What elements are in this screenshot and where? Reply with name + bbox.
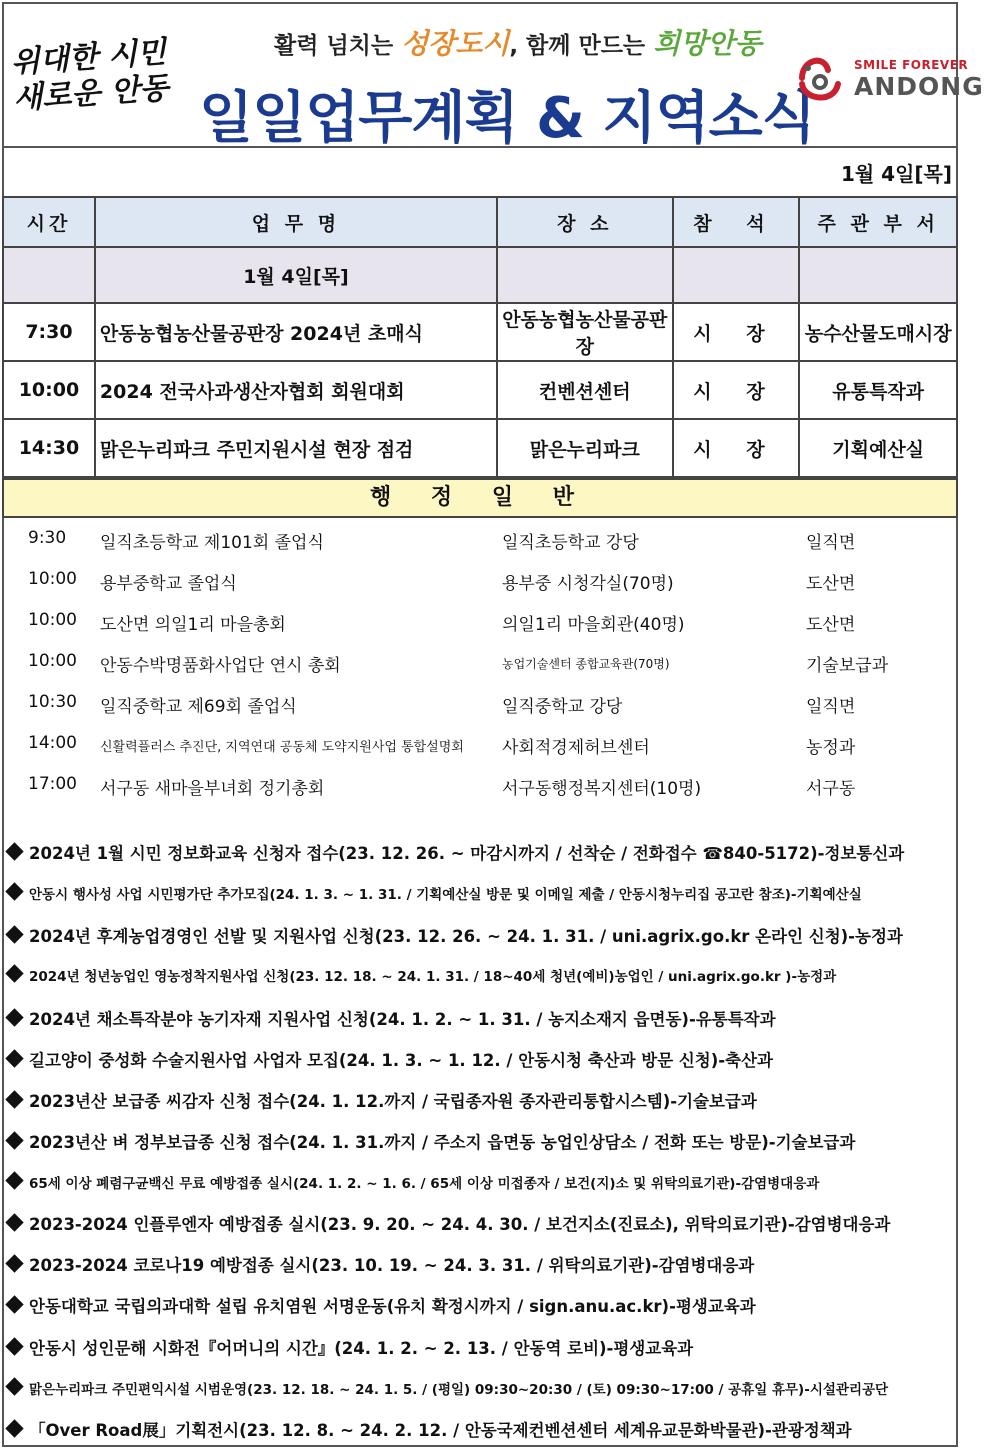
item-dept: 도산면 [806,574,856,594]
city-slogan [10,35,175,118]
slogan-line-1: 위대한 시민 [9,34,168,81]
diamond-bullet-icon [5,1008,23,1026]
header-place: 장 소 [497,197,673,247]
admin-list [2,518,958,806]
header-task: 업 무 명 [95,197,497,247]
notice-text: 안동시 행사성 사업 시민평가단 추가모집(24. 1. 3. ~ 1. 31. / 기획예산실 방문 및 이메일 제출 / 안동시청누리집 공고란 참조)-기획예산실 [29,887,862,903]
row-task: 2024 전국사과생산자협회 회원대회 [95,361,497,419]
diamond-bullet-icon [5,1377,23,1395]
row-time: 7:30 [3,303,95,361]
item-place: 일직초등학교 강당 [502,533,639,553]
row-time: 14:30 [3,419,95,477]
notice-text: 2024년 후계농업경영인 선발 및 지원사업 신청(23. 12. 26. ~ 24. 1. 31. / uni.agrix.go.kr 온라인 신청)-농정과 [29,927,903,946]
page-header [2,2,984,151]
list-item [4,764,956,805]
item-task: 용부중학교 졸업식 [100,574,237,594]
item-place: 용부중 시청각실(70명) [502,574,674,594]
row-attendee: 시 장 [673,303,800,361]
logo-name: ANDONG [854,72,984,101]
current-date: 1월 4일[목] [840,162,952,186]
notice-item [8,1252,754,1276]
header-dept: 주 관 부 서 [799,197,957,247]
item-task: 일직초등학교 제101회 졸업식 [100,533,324,553]
tagline-mid: , 함께 만드는 [509,33,654,59]
list-item [4,682,956,723]
day-label: 1월 4일[목] [95,247,497,303]
item-place: 서구동행정복지센터(10명) [502,779,702,799]
row-dept: 유통특작과 [799,361,957,419]
day-empty-cell [497,247,673,303]
item-task: 일직중학교 제69회 졸업식 [100,697,297,717]
item-time: 14:00 [28,733,77,753]
day-empty-cell [673,247,800,303]
notice-text: 길고양이 중성화 수술지원사업 사업자 모집(24. 1. 3. ~ 1. 12. / 안동시청 축산과 방문 신청)-축산과 [29,1051,773,1070]
notice-text: 「Over Road展」기획전시(23. 12. 8. ~ 24. 2. 12. / 안동국제컨벤션센터 세계유교문화박물관)-관광정책과 [29,1421,852,1440]
notice-item [8,840,904,864]
diamond-bullet-icon [5,1131,23,1149]
row-dept: 기획예산실 [799,419,957,477]
diamond-bullet-icon [5,1254,23,1272]
item-time: 10:00 [28,569,77,589]
list-item [4,518,956,559]
notice-item [8,1006,776,1030]
diamond-bullet-icon [5,1049,23,1067]
andong-logo [794,48,984,108]
item-time: 10:00 [28,610,77,630]
row-time: 10:00 [3,361,95,419]
row-attendee: 시 장 [673,361,800,419]
table-header-row [3,197,957,247]
item-task: 신활력플러스 추진단, 지역연대 공동체 도약지원사업 통합설명회 [100,740,464,755]
item-dept: 일직면 [806,533,856,553]
header-attendee: 참 석 [673,197,800,247]
item-task: 서구동 새마을부녀회 정기총회 [100,779,325,799]
page-title: 일일업무계획 & 지역소식 [199,86,815,151]
item-dept: 기술보급과 [806,656,889,676]
list-item [4,723,956,764]
day-empty-cell [799,247,957,303]
row-task: 안동농협농산물공판장 2024년 초매식 [95,303,497,361]
notice-item [8,883,862,903]
notice-text: 맑은누리파크 주민편익시설 시범운영(23. 12. 18. ~ 24. 1. 5. / (평일) 09:30~20:30 / (토) 09:30~17:00 / 공휴일 휴무)-시설관리공단 [29,1382,889,1398]
row-task: 맑은누리파크 주민지원시설 현장 점검 [95,419,497,477]
notice-item [8,965,836,985]
item-dept: 도산면 [806,615,856,635]
logo-tagline: SMILE FOREVER [854,58,969,72]
item-task: 안동수박명품화사업단 연시 총회 [100,656,341,676]
day-row [3,247,957,303]
tagline-pre: 활력 넘치는 [274,33,402,59]
item-dept: 서구동 [806,779,856,799]
smile-logo-icon [794,48,846,106]
list-item [4,641,956,682]
tagline-highlight-growth: 성장도시 [401,27,510,60]
diamond-bullet-icon [5,1213,23,1231]
notice-text: 2024년 청년농업인 영농정착지원사업 신청(23. 12. 18. ~ 24. 1. 31. / 18~40세 청년(예비)농업인 / uni.agrix.go.kr )-농정과 [29,969,837,985]
row-place: 안동농협농산물공판장 [497,303,673,361]
notice-text: 2023년산 벼 정부보급종 신청 접수(24. 1. 31.까지 / 주소지 읍면동 농업인상담소 / 전화 또는 방문)-기술보급과 [29,1133,856,1152]
notice-item [8,1378,888,1398]
notice-item [8,1417,852,1441]
schedule-table [2,196,958,478]
slogan-line-2: 새로운 안동 [12,70,170,117]
item-time: 10:30 [28,692,77,712]
diamond-bullet-icon [5,1337,23,1355]
tagline-highlight-hope: 희망안동 [653,27,762,60]
diamond-bullet-icon [5,882,23,900]
table-row [3,361,957,419]
row-place: 컨벤션센터 [497,361,673,419]
item-dept: 농정과 [806,738,856,758]
header-time: 시간 [3,197,95,247]
item-dept: 일직면 [806,697,856,717]
item-time: 9:30 [28,528,67,548]
diamond-bullet-icon [5,1171,23,1189]
tagline [274,22,761,62]
date-row [2,148,958,196]
notice-text: 2023년산 보급종 씨감자 신청 접수(24. 1. 12.까지 / 국립종자원 종자관리통합시스템)-기술보급과 [29,1092,757,1111]
item-place: 의일1리 마을회관(40명) [502,615,685,635]
notice-item [8,1335,693,1359]
table-row [3,419,957,477]
notice-item [8,1293,756,1317]
diamond-bullet-icon [5,1295,23,1313]
row-attendee: 시 장 [673,419,800,477]
list-item [4,600,956,641]
notice-item [8,923,903,947]
notice-item [8,1172,819,1192]
notice-item [8,1211,890,1235]
notice-text: 2023-2024 인플루엔자 예방접종 실시(23. 9. 20. ~ 24. 4. 30. / 보건지소(진료소), 위탁의료기관)-감염병대응과 [29,1215,891,1234]
diamond-bullet-icon [5,964,23,982]
item-place: 농업기술센터 종합교육관(70명) [502,657,670,671]
notice-list [2,806,958,1447]
day-empty-cell [3,247,95,303]
diamond-bullet-icon [5,925,23,943]
diamond-bullet-icon [5,842,23,860]
notice-item [8,1129,855,1153]
notice-text: 2024년 채소특작분야 농기자재 지원사업 신청(24. 1. 2. ~ 1. 31. / 농지소재지 읍면동)-유통특작과 [29,1010,776,1029]
notice-text: 안동대학교 국립의과대학 설립 유치염원 서명운동(유치 확정시까지 / sign.anu.ac.kr)-평생교육과 [29,1297,756,1316]
table-row [3,303,957,361]
row-place: 맑은누리파크 [497,419,673,477]
notice-item [8,1088,757,1112]
diamond-bullet-icon [5,1090,23,1108]
notice-text: 안동시 성인문해 시화전『어머니의 시간』(24. 1. 2. ~ 2. 13. / 안동역 로비)-평생교육과 [29,1339,694,1358]
item-task: 도산면 의일1리 마을총회 [100,615,286,635]
notice-item [8,1047,773,1071]
item-place: 일직중학교 강당 [502,697,623,717]
list-item [4,559,956,600]
row-dept: 농수산물도매시장 [799,303,957,361]
diamond-bullet-icon [5,1419,23,1437]
notice-text: 2023-2024 코로나19 예방접종 실시(23. 10. 19. ~ 24. 3. 31. / 위탁의료기관)-감염병대응과 [29,1256,755,1275]
notice-text: 65세 이상 폐렴구균백신 무료 예방접종 실시(24. 1. 2. ~ 1. 6. / 65세 이상 미접종자 / 보건(지)소 및 위탁의료기관)-감염병대응과 [29,1176,820,1192]
notice-text: 2024년 1월 시민 정보화교육 신청자 접수(23. 12. 26. ~ 마감시까지 / 선착순 / 전화접수 ☎840-5172)-정보통신과 [29,844,905,863]
item-time: 17:00 [28,774,77,794]
item-time: 10:00 [28,651,77,671]
item-place: 사회적경제허브센터 [502,738,650,758]
admin-section-title: 행 정 일 반 [2,478,958,518]
